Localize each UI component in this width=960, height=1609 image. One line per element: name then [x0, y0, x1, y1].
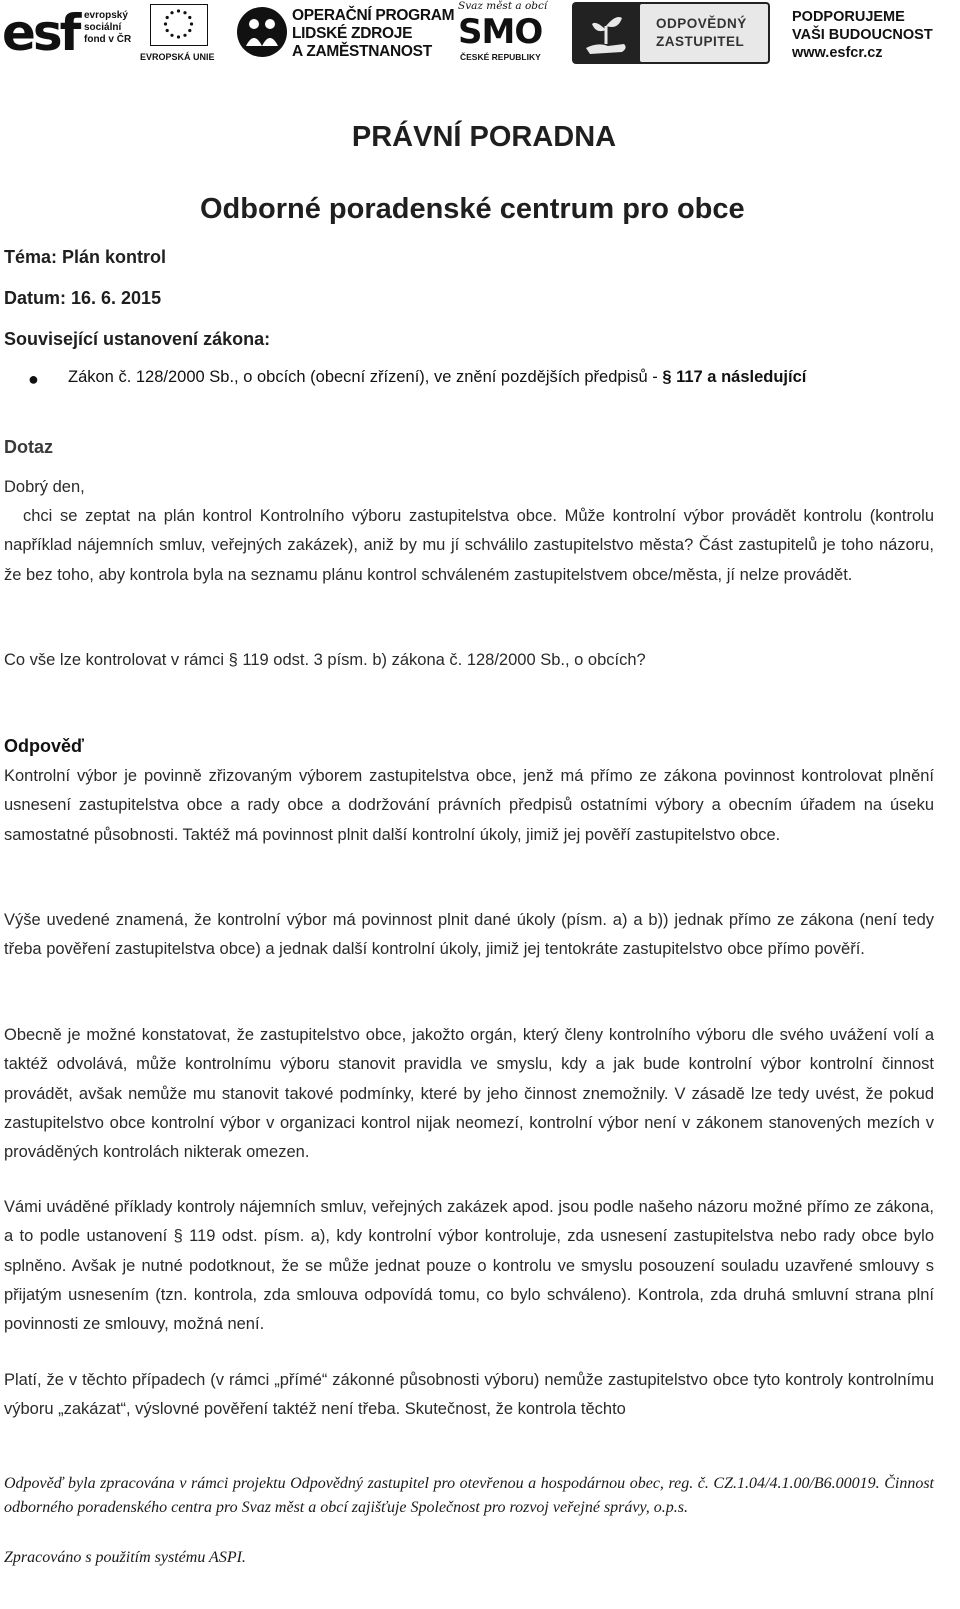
- smo-top: Svaz měst a obcí: [458, 0, 548, 12]
- bullet-icon: ●: [28, 369, 39, 389]
- esf-line3: fond v ČR: [84, 34, 132, 45]
- op-line1: OPERAČNÍ PROGRAM: [292, 7, 455, 24]
- pv-line1: PODPORUJEME: [792, 9, 905, 25]
- page-subtitle: Odborné poradenské centrum pro obce: [200, 193, 745, 225]
- logo-bar: [0, 0, 960, 70]
- oz-line2: ZASTUPITEL: [656, 34, 745, 49]
- eu-label: EVROPSKÁ UNIE: [140, 52, 215, 62]
- op-text: [292, 7, 454, 61]
- esf-line2: sociální: [84, 22, 122, 33]
- pv-url: www.esfcr.cz: [792, 45, 883, 61]
- eu-flag-icon: [150, 4, 208, 46]
- law-reference-section: § 117 a následující: [662, 368, 807, 386]
- oz-logo: [572, 2, 770, 64]
- topic-label: Téma: Plán kontrol: [4, 247, 167, 267]
- oz-panel: [640, 4, 768, 62]
- op-line2: LIDSKÉ ZDROJE: [292, 25, 413, 42]
- smo-logo: [458, 0, 558, 66]
- people-icon: [236, 6, 288, 58]
- esf-text: [84, 10, 131, 46]
- op-line3: A ZAMĚSTNANOST: [292, 43, 432, 60]
- pv-line2: VAŠI BUDOUCNOST: [792, 27, 933, 43]
- smo-letters: SMO: [458, 12, 543, 52]
- esf-letters: esf: [2, 4, 79, 62]
- esf-logo: [2, 0, 232, 66]
- law-reference: [68, 368, 806, 387]
- question-paragraph-1: chci se zeptat na plán kontrol Kontrolního výboru zastupitelstva obce. Může kontrolní výbor provádět kontrolu (kontrolu například nájemních smluv, veřejných zakázek), aniž by mu jí schválilo zastupitelstvo města? Část zastupitelů je toho názoru, že bez toho, aby kontrola byla na seznamu plánu kontrol schváleném zastupitelstvem obce/města, jí nelze provádět.: [4, 507, 934, 584]
- question-heading: Dotaz: [4, 437, 53, 457]
- law-reference-text: Zákon č. 128/2000 Sb., o obcích (obecní zřízení), ve znění pozdějších předpisů -: [68, 368, 663, 386]
- answer-heading: Odpověď: [4, 736, 84, 756]
- related-law-label: Související ustanovení zákona:: [4, 329, 271, 349]
- answer-paragraph-5: Platí, že v těchto případech (v rámci „přímé“ zákonné působnosti výboru) nemůže zastupitelstvo obce tyto kontroly kontrolnímu výboru „zakázat“, výslovné pověření taktéž není třeba. Skutečnost, že kontrola těchto: [4, 1371, 934, 1419]
- question-paragraph-2: Co vše lze kontrolovat v rámci § 119 odst. 3 písm. b) zákona č. 128/2000 Sb., o obcích?: [4, 651, 646, 669]
- footer-note: Odpověď byla zpracována v rámci projektu Odpovědný zastupitel pro otevřenou a hospodárnou obec, reg. č. CZ.1.04/4.1.00/B6.00019. Činnost odborného poradenského centra pro Svaz měst a obcí zajišťuje Společnost pro rozvoj veřejné správy, o.p.s.: [4, 1475, 934, 1516]
- smo-bottom: ČESKÉ REPUBLIKY: [460, 52, 541, 62]
- oz-text: [656, 15, 747, 51]
- page-title: PRÁVNÍ PORADNA: [351, 121, 617, 153]
- op-logo: [236, 0, 455, 66]
- answer-paragraph-3: Obecně je možné konstatovat, že zastupitelstvo obce, jakožto orgán, který členy kontrolního výboru dle svého uvážení volí a taktéž odvolává, může kontrolnímu výboru stanovit pravidla ve smyslu, kdy a jak bude kontrolní výbor kontrolní činnost provádět, avšak nemůže mu stanovit takové podmínky, které by jeho činnost znemožnily. V zásadě lze tedy uvést, že pokud zastupitelstvo obce kontrolní výbor v organizaci kontrol nijak neomezí, kontrolní výbor není v zákonem stanovených mezích v prováděných kontrolách nikterak omezen.: [4, 1026, 934, 1162]
- footer-source: Zpracováno s použitím systému ASPI.: [4, 1549, 246, 1566]
- answer-paragraph-2: Výše uvedené znamená, že kontrolní výbor má povinnost plnit dané úkoly (písm. a) a b)) jednak přímo ze zákona (není tedy třeba pověření zastupitelstva obce) a jednak další kontrolní úkoly, jimiž jej tentokráte zastupitelstvo obce přímo pověří.: [4, 911, 934, 959]
- seedling-hand-icon: [578, 8, 634, 58]
- pv-text: [792, 8, 933, 62]
- esfcr-slogan-logo: [792, 0, 958, 66]
- answer-paragraph-4: Vámi uváděné příklady kontroly nájemních smluv, veřejných zakázek apod. jsou podle našeho názoru možné přímo ze zákona, a to podle ustanovení § 119 odst. písm. a), kdy kontrolní výbor kontroluje, zda usnesení zastupitelstva nebo rady obce bylo splněno. Avšak je nutné podotknout, že se může jednat pouze o kontrolu ve smyslu posouzení souladu uzavřené smlouvy s přijatým usnesením (tzn. kontrola, zda smlouva odpovídá tomu, co bylo schváleno). Kontrola, zda druhá smluvní strana plní povinnosti ze smlouvy, možná není.: [4, 1198, 934, 1334]
- oz-line1: ODPOVĚDNÝ: [656, 16, 747, 31]
- question-greeting: Dobrý den,: [4, 478, 85, 496]
- answer-paragraph-1: Kontrolní výbor je povinně zřizovaným výborem zastupitelstva obce, jenž má přímo ze zákona povinnost kontrolovat plnění usnesení zastupitelstva obce a rady obce a dodržování právních předpisů ostatními výbory a obecním úřadem na úseku samostatné působnosti. Taktéž má povinnost plnit další kontrolní úkoly, jimiž jej pověří zastupitelstvo obce.: [4, 767, 934, 844]
- date-label: Datum: 16. 6. 2015: [4, 288, 162, 308]
- esf-line1: evropský: [84, 10, 128, 21]
